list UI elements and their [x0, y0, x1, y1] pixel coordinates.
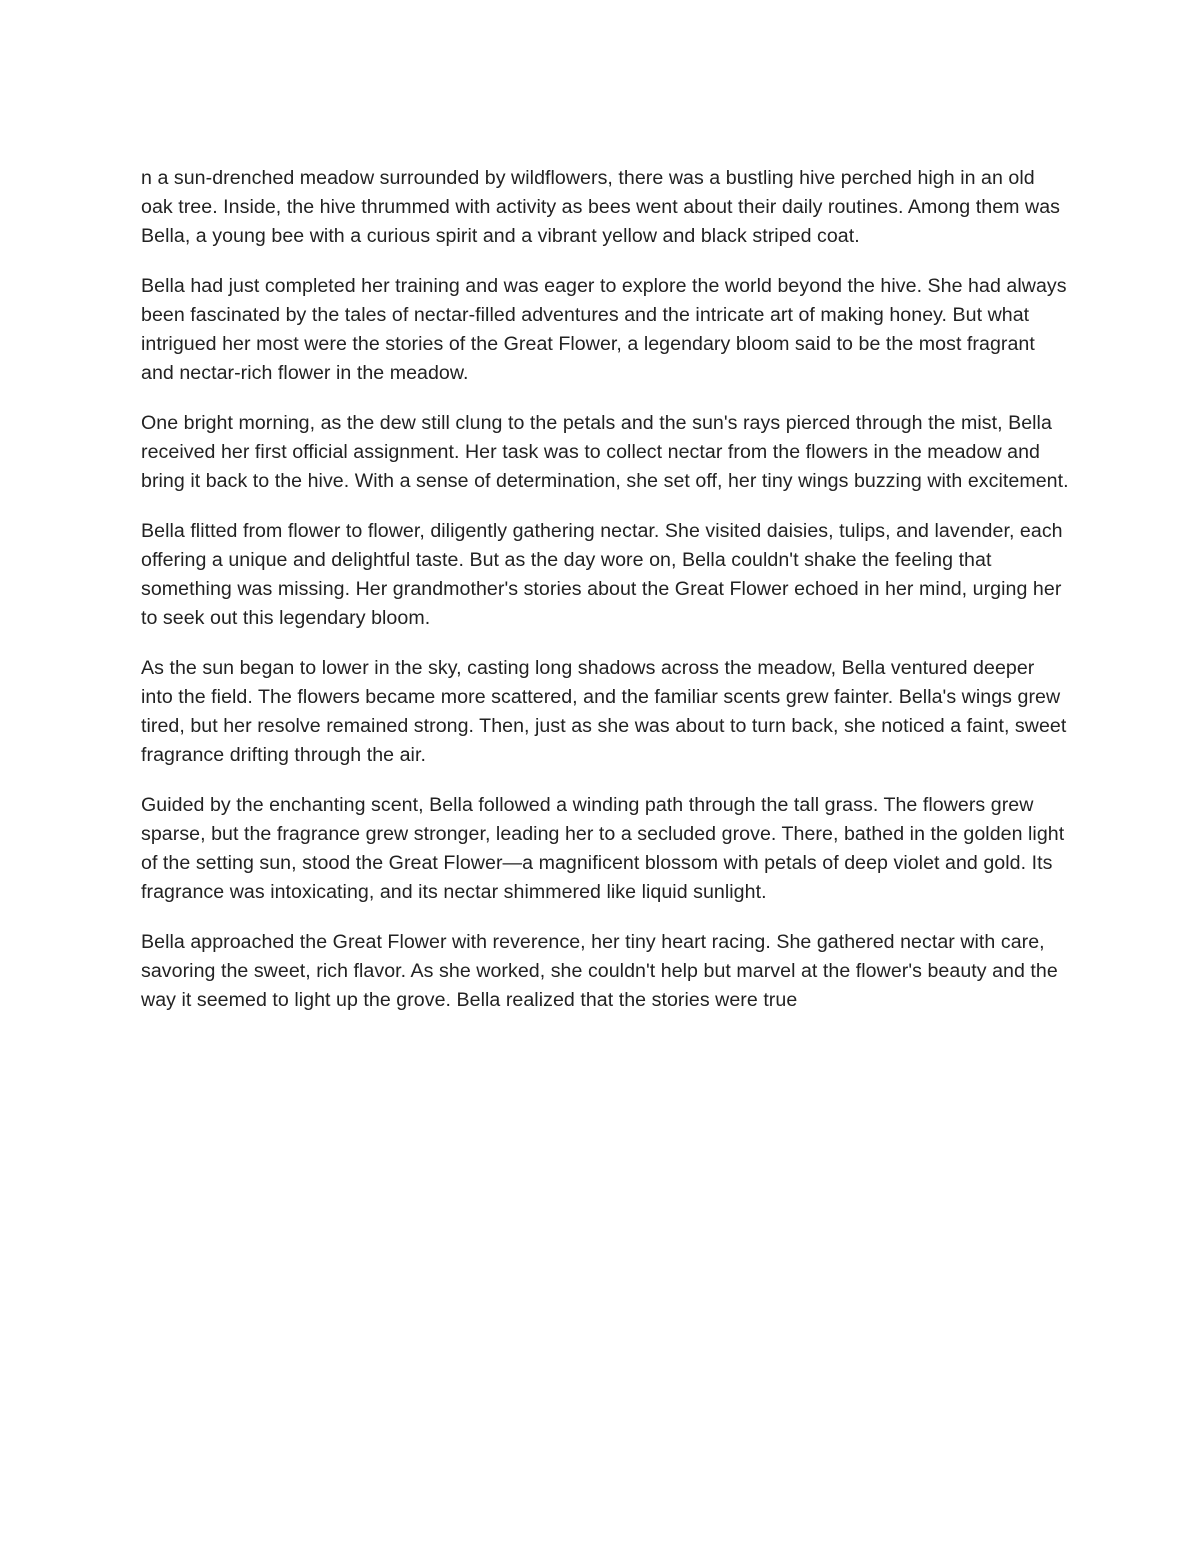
document-body — [141, 164, 1071, 1036]
paragraph-6: Guided by the enchanting scent, Bella followed a winding path through the tall grass. The flowers grew sparse, but the fragrance grew stronger, leading her to a secluded grove. There, bathed in the golden light of the setting sun, stood the Great Flower—a magnificent blossom with petals of deep violet and gold. Its fragrance was intoxicating, and its nectar shimmered like liquid sunlight. — [141, 794, 1065, 903]
paragraph-4: Bella flitted from flower to flower, diligently gathering nectar. She visited daisies, tulips, and lavender, each offering a unique and delightful taste. But as the day wore on, Bella couldn't shake the feeling that something was missing. Her grandmother's stories about the Great Flower echoed in her mind, urging her to seek out this legendary bloom. — [141, 520, 1063, 629]
paragraph-3: One bright morning, as the dew still clung to the petals and the sun's rays pierced through the mist, Bella received her first official assignment. Her task was to collect nectar from the flowers in the meadow and bring it back to the hive. With a sense of determination, she set off, her tiny wings buzzing with excitement. — [141, 412, 1069, 492]
paragraph-7: Bella approached the Great Flower with reverence, her tiny heart racing. She gathered nectar with care, savoring the sweet, rich flavor. As she worked, she couldn't help but marvel at the flower's beauty and the way it seemed to light up the grove. Bella realized that the stories were true — [141, 931, 1058, 1011]
paragraph-5: As the sun began to lower in the sky, casting long shadows across the meadow, Bella ventured deeper into the field. The flowers became more scattered, and the familiar scents grew fainter. Bella's wings grew tired, but her resolve remained strong. Then, just as she was about to turn back, she noticed a faint, sweet fragrance drifting through the air. — [141, 657, 1067, 766]
paragraph-2: Bella had just completed her training and was eager to explore the world beyond the hive. She had always been fascinated by the tales of nectar-filled adventures and the intricate art of making honey. But what intrigued her most were the stories of the Great Flower, a legendary bloom said to be the most fragrant and nectar-rich flower in the meadow. — [141, 275, 1067, 384]
paragraph-1: n a sun-drenched meadow surrounded by wildflowers, there was a bustling hive perched high in an old oak tree. Inside, the hive thrummed with activity as bees went about their daily routines. Among them was Bella, a young bee with a curious spirit and a vibrant yellow and black striped coat. — [141, 167, 1060, 247]
